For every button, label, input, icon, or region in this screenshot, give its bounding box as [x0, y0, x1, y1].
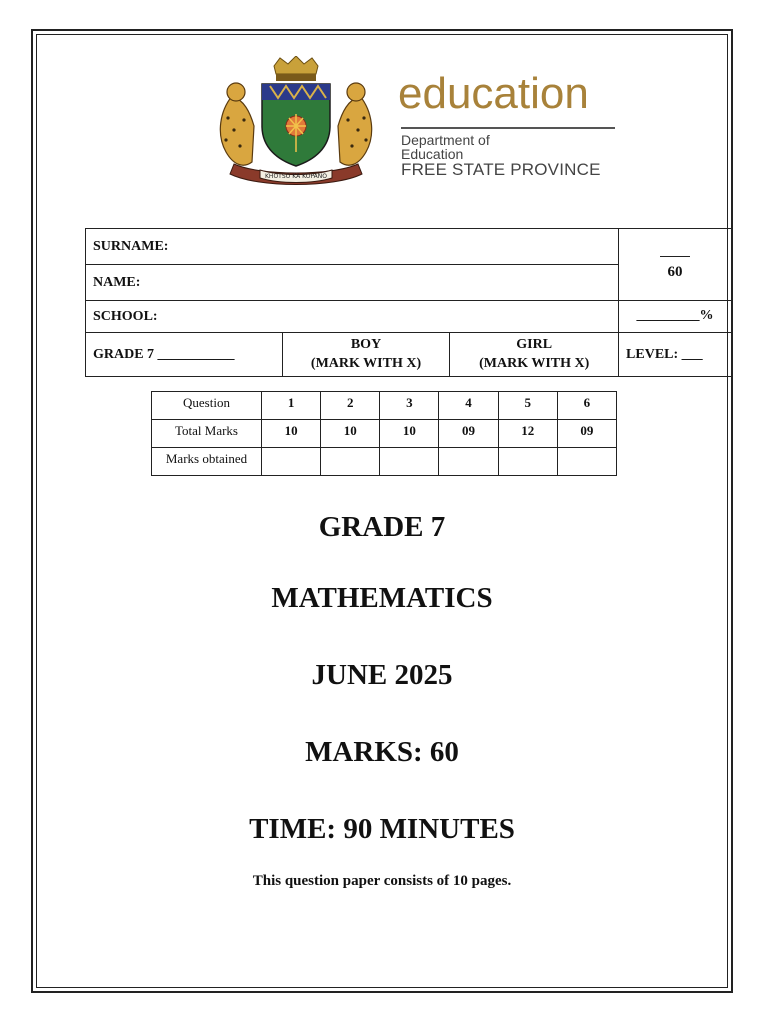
province-name: FREE STATE PROVINCE: [401, 160, 601, 179]
session-title: JUNE 2025: [311, 659, 453, 691]
education-brand: education: [398, 69, 589, 118]
score-total: 60: [667, 264, 683, 280]
total-mark: 09: [439, 420, 498, 448]
total-marks-header: Total Marks: [152, 420, 262, 448]
marks-obtained-row: [152, 448, 617, 476]
question-number: 4: [439, 392, 498, 420]
question-number: 1: [262, 392, 321, 420]
crest-motto: KHOTSO KA KOPANO: [265, 173, 327, 180]
total-mark: 10: [321, 420, 380, 448]
boy-label: BOY: [350, 336, 382, 352]
girl-label: GIRL: [516, 336, 553, 352]
learner-details-table: [85, 228, 732, 377]
score-blank: [660, 252, 690, 257]
marks-obtained-cell[interactable]: [557, 448, 616, 476]
total-mark: 10: [380, 420, 439, 448]
marks-table: [151, 391, 617, 476]
marks-obtained-header: Marks obtained: [152, 448, 262, 476]
marks-title: MARKS: 60: [305, 736, 459, 768]
question-number: 3: [380, 392, 439, 420]
boy-field[interactable]: [282, 333, 450, 377]
level-field[interactable]: LEVEL: ___: [619, 333, 732, 377]
percent-field[interactable]: _________%: [619, 301, 732, 333]
time-title: TIME: 90 MINUTES: [249, 813, 515, 845]
marks-obtained-cell[interactable]: [498, 448, 557, 476]
total-mark: 10: [262, 420, 321, 448]
grade-title: GRADE 7: [318, 511, 446, 543]
girl-hint: (MARK WITH X): [479, 355, 590, 371]
score-cell[interactable]: [619, 229, 732, 301]
marks-obtained-cell[interactable]: [439, 448, 498, 476]
coat-of-arms-logo: [210, 56, 382, 192]
surname-field[interactable]: [86, 229, 619, 265]
subject-title: MATHEMATICS: [271, 582, 493, 614]
total-marks-row: [152, 420, 617, 448]
girl-field[interactable]: [450, 333, 619, 377]
department-line-1: Department of: [401, 132, 490, 148]
question-header: Question: [152, 392, 262, 420]
grade-field[interactable]: GRADE 7 ___________: [86, 333, 283, 377]
question-row: [152, 392, 617, 420]
name-label: NAME:: [93, 274, 141, 290]
surname-label: SURNAME:: [93, 238, 169, 254]
page-count-note: This question paper consists of 10 pages.: [252, 873, 512, 889]
question-number: 2: [321, 392, 380, 420]
question-number: 6: [557, 392, 616, 420]
school-field[interactable]: [86, 301, 619, 333]
marks-obtained-cell[interactable]: [321, 448, 380, 476]
name-field[interactable]: [86, 265, 619, 301]
boy-hint: (MARK WITH X): [310, 355, 422, 371]
school-label: SCHOOL:: [93, 308, 158, 324]
question-number: 5: [498, 392, 557, 420]
department-line-2: Education: [401, 146, 464, 162]
marks-obtained-cell[interactable]: [262, 448, 321, 476]
brand-divider: [401, 127, 615, 129]
total-mark: 09: [557, 420, 616, 448]
total-mark: 12: [498, 420, 557, 448]
marks-obtained-cell[interactable]: [380, 448, 439, 476]
